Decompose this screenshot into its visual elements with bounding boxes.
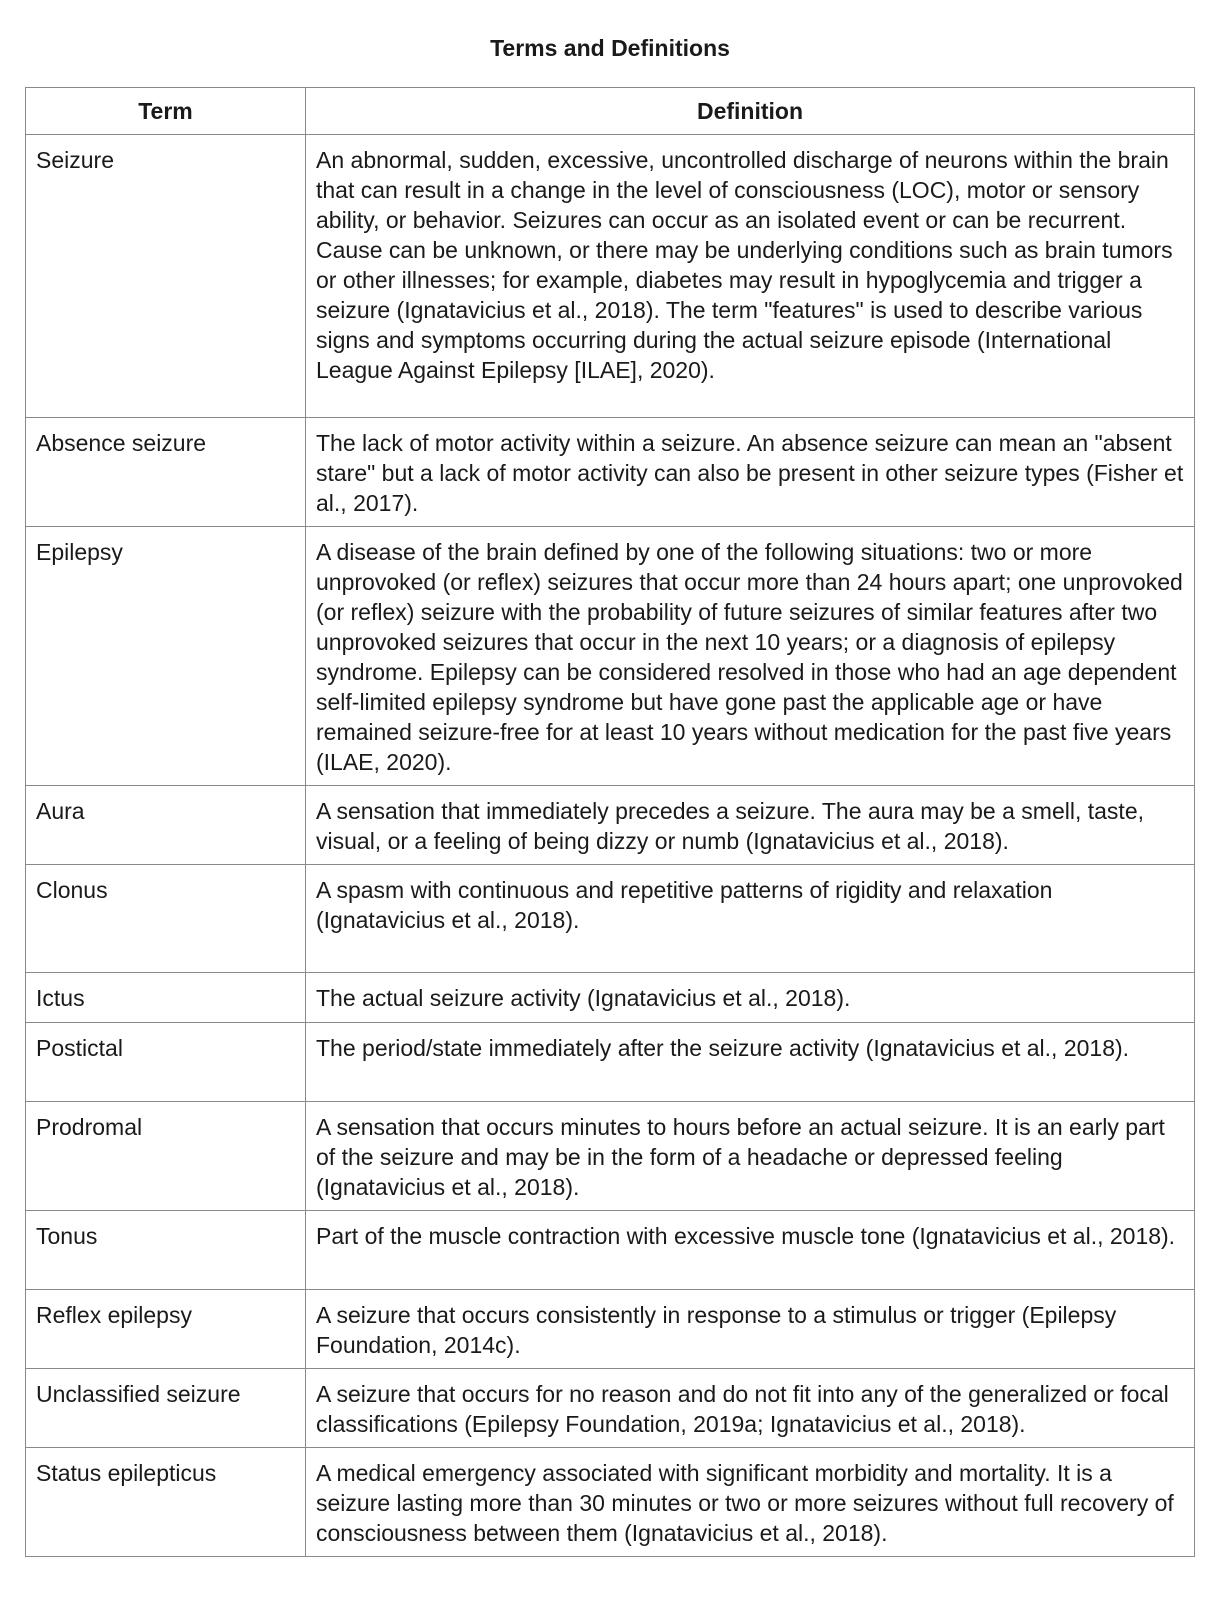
definition-cell: The lack of motor activity within a seizure. An absence seizure can mean an "absent stare" but a lack of motor activity can also be present in other seizure types (Fisher et al., 2017).: [306, 418, 1195, 527]
table-row: [26, 1211, 1195, 1290]
term-cell: Prodromal: [26, 1102, 306, 1211]
definition-cell: The actual seizure activity (Ignatavicius et al., 2018).: [306, 973, 1195, 1023]
definition-cell: The period/state immediately after the seizure activity (Ignatavicius et al., 2018).: [306, 1023, 1195, 1102]
definition-cell: A seizure that occurs consistently in response to a stimulus or trigger (Epilepsy Foundation, 2014c).: [306, 1290, 1195, 1369]
table-row: [26, 1369, 1195, 1448]
table-row: [26, 1102, 1195, 1211]
table-row: [26, 1290, 1195, 1369]
term-cell: Tonus: [26, 1211, 306, 1290]
table-row: [26, 973, 1195, 1023]
table-row: [26, 1023, 1195, 1102]
definition-cell: A sensation that occurs minutes to hours before an actual seizure. It is an early part of the seizure and may be in the form of a headache or depressed feeling (Ignatavicius et al., 2018).: [306, 1102, 1195, 1211]
table-row: [26, 786, 1195, 865]
definition-cell: A spasm with continuous and repetitive patterns of rigidity and relaxation (Ignatavicius et al., 2018).: [306, 865, 1195, 973]
table-row: [26, 135, 1195, 418]
terms-table: [25, 87, 1195, 1557]
definition-cell: A disease of the brain defined by one of the following situations: two or more unprovoked (or reflex) seizures that occur more than 24 hours apart; one unprovoked (or reflex) seizure with the probability of future seizures of similar features after two unprovoked seizures that occur in the next 10 years; or a diagnosis of epilepsy syndrome. Epilepsy can be considered resolved in those who had an age dependent self-limited epilepsy syndrome but have gone past the applicable age or have remained seizure-free for at least 10 years without medication for the past five years (ILAE, 2020).: [306, 527, 1195, 786]
definition-cell: A medical emergency associated with significant morbidity and mortality. It is a seizure lasting more than 30 minutes or two or more seizures without full recovery of consciousness between them (Ignatavicius et al., 2018).: [306, 1448, 1195, 1557]
term-cell: Postictal: [26, 1023, 306, 1102]
definition-cell: A seizure that occurs for no reason and do not fit into any of the generalized or focal classifications (Epilepsy Foundation, 2019a; Ignatavicius et al., 2018).: [306, 1369, 1195, 1448]
term-cell: Epilepsy: [26, 527, 306, 786]
definition-cell: An abnormal, sudden, excessive, uncontrolled discharge of neurons within the brain that can result in a change in the level of consciousness (LOC), motor or sensory ability, or behavior. Seizures can occur as an isolated event or can be recurrent. Cause can be unknown, or there may be underlying conditions such as brain tumors or other illnesses; for example, diabetes may result in hypoglycemia and trigger a seizure (Ignatavicius et al., 2018). The term "features" is used to describe various signs and symptoms occurring during the actual seizure episode (International League Against Epilepsy [ILAE], 2020).: [306, 135, 1195, 418]
term-cell: Absence seizure: [26, 418, 306, 527]
definition-cell: Part of the muscle contraction with excessive muscle tone (Ignatavicius et al., 2018).: [306, 1211, 1195, 1290]
term-cell: Unclassified seizure: [26, 1369, 306, 1448]
table-header-row: [26, 88, 1195, 135]
term-cell: Reflex epilepsy: [26, 1290, 306, 1369]
column-header-term: Term: [26, 88, 306, 135]
term-cell: Clonus: [26, 865, 306, 973]
table-row: [26, 865, 1195, 973]
term-cell: Ictus: [26, 973, 306, 1023]
table-row: [26, 418, 1195, 527]
term-cell: Seizure: [26, 135, 306, 418]
table-row: [26, 527, 1195, 786]
term-cell: Aura: [26, 786, 306, 865]
term-cell: Status epilepticus: [26, 1448, 306, 1557]
column-header-definition: Definition: [306, 88, 1195, 135]
page-title: Terms and Definitions: [490, 35, 730, 61]
definition-cell: A sensation that immediately precedes a seizure. The aura may be a smell, taste, visual, or a feeling of being dizzy or numb (Ignatavicius et al., 2018).: [306, 786, 1195, 865]
table-row: [26, 1448, 1195, 1557]
